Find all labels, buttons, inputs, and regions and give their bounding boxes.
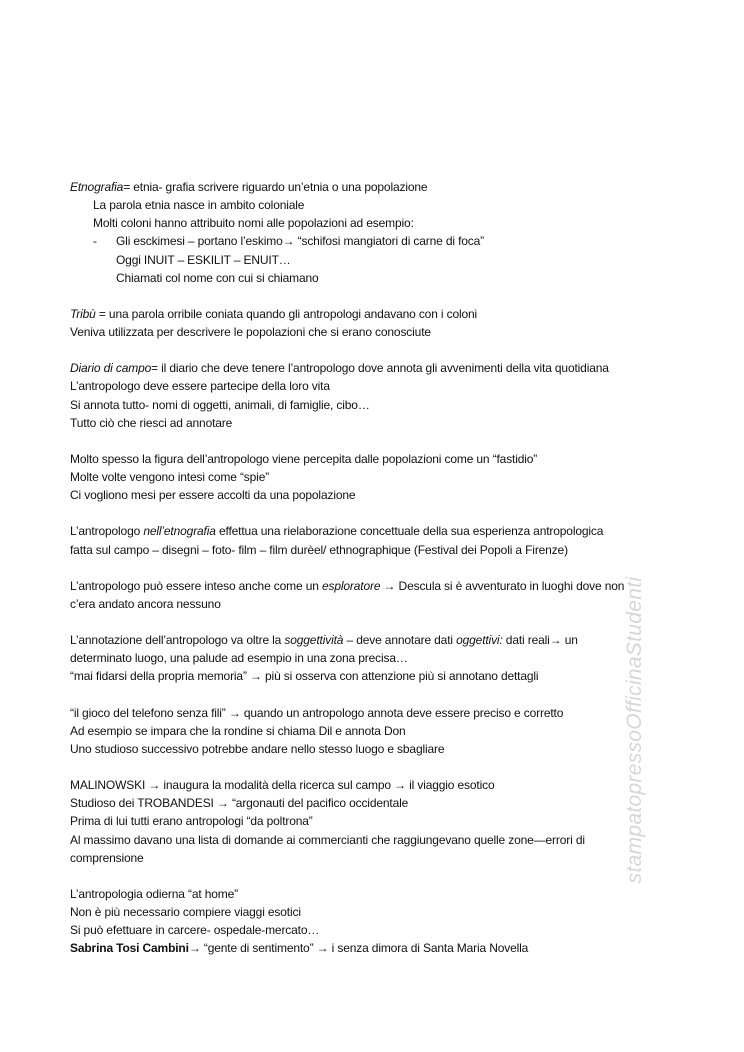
text-line bbox=[70, 849, 680, 867]
blank-line bbox=[70, 867, 680, 885]
text-segment: L’antropologo bbox=[70, 524, 144, 539]
text-line bbox=[70, 704, 680, 722]
text-line bbox=[70, 486, 680, 504]
text-segment: L’antropologo deve essere partecipe della loro vita bbox=[70, 379, 330, 394]
text-line bbox=[70, 631, 680, 649]
text-segment: Chiamati col nome con cui si chiamano bbox=[116, 270, 319, 285]
blank-line bbox=[70, 613, 680, 631]
text-segment: Molti coloni hanno attribuito nomi alle popolazioni ad esempio: bbox=[93, 216, 414, 231]
text-line bbox=[70, 667, 680, 685]
text-line bbox=[70, 232, 680, 250]
text-line bbox=[70, 468, 680, 486]
text-segment: Tutto ciò che riesci ad annotare bbox=[70, 415, 233, 430]
text-line bbox=[70, 921, 680, 939]
text-line bbox=[70, 305, 680, 323]
text-segment: Uno studioso successivo potrebbe andare nello stesso luogo e sbagliare bbox=[70, 741, 445, 756]
bullet-dash: - bbox=[93, 234, 97, 249]
text-line bbox=[70, 794, 680, 812]
text-line bbox=[70, 649, 680, 667]
text-line bbox=[70, 776, 680, 794]
text-segment: – deve annotare dati bbox=[343, 633, 457, 648]
text-segment: Oggi INUIT – ESKILIT – ENUIT… bbox=[116, 252, 291, 267]
text-line bbox=[70, 450, 680, 468]
text-line bbox=[70, 831, 680, 849]
text-line bbox=[70, 377, 680, 395]
blank-line bbox=[70, 432, 680, 450]
text-line bbox=[70, 541, 680, 559]
text-line bbox=[70, 812, 680, 830]
text-segment: Al massimo davano una lista di domande ai commercianti che raggiungevano quelle zone—errori di bbox=[70, 832, 585, 847]
watermark: stampatopressoOfficinaStudenti bbox=[623, 576, 646, 884]
text-segment: → “gente di sentimento” → i senza dimora di Santa Maria Novella bbox=[188, 941, 529, 956]
text-segment: Molto spesso la figura dell’antropologo viene percepita dalle popolazioni come un “fastidio” bbox=[70, 451, 538, 466]
text-line bbox=[70, 722, 680, 740]
text-segment: dati reali→ un bbox=[502, 633, 578, 648]
text-segment: → Descula si è avventurato in luoghi dove non bbox=[380, 578, 625, 593]
text-segment: “mai fidarsi della propria memoria” → più si osserva con attenzione più si annotano dettagli bbox=[70, 669, 539, 684]
text-line bbox=[70, 522, 680, 540]
text-line bbox=[70, 885, 680, 903]
blank-line bbox=[70, 341, 680, 359]
italic-term: Diario di campo bbox=[70, 361, 152, 376]
text-segment: “il gioco del telefono senza fili” → quando un antropologo annota deve essere preciso e corretto bbox=[70, 705, 564, 720]
italic-term: Tribù bbox=[70, 306, 96, 321]
blank-line bbox=[70, 504, 680, 522]
text-segment: determinato luogo, una palude ad esempio in una zona precisa… bbox=[70, 651, 408, 666]
text-segment: = etnia- grafia scrivere riguardo un’etnia o una popolazione bbox=[123, 180, 428, 194]
text-segment: = una parola orribile coniata quando gli antropologi andavano con i coloni bbox=[95, 306, 478, 321]
text-segment: comprensione bbox=[70, 850, 144, 865]
text-segment: Studioso dei TROBANDESI → “argonauti del pacifico occidentale bbox=[70, 796, 409, 811]
blank-line bbox=[70, 559, 680, 577]
text-segment: Molte volte vengono intesi come “spie” bbox=[70, 470, 270, 484]
text-line bbox=[70, 577, 680, 595]
text-segment: Ci vogliono mesi per essere accolti da una popolazione bbox=[70, 488, 356, 503]
italic-term: Etnografia bbox=[70, 180, 124, 194]
bold-term: Sabrina Tosi Cambini bbox=[70, 941, 189, 956]
text-segment: La parola etnia nasce in ambito coloniale bbox=[93, 198, 305, 213]
text-segment: Si può efettuare in carcere- ospedale-mercato… bbox=[70, 923, 320, 938]
text-segment: = il diario che deve tenere l’antropologo dove annota gli avvenimenti della vita quotidiana bbox=[151, 361, 609, 376]
blank-line bbox=[70, 686, 680, 704]
text-segment: Si annota tutto- nomi di oggetti, animali, di famiglie, cibo… bbox=[70, 397, 370, 412]
text-line bbox=[70, 414, 680, 432]
text-segment: Prima di lui tutti erano antropologi “da poltrona” bbox=[70, 814, 313, 829]
text-line bbox=[70, 939, 680, 957]
text-line bbox=[70, 359, 680, 377]
text-segment: L’annotazione dell’antropologo va oltre la bbox=[70, 633, 285, 648]
text-segment: fatta sul campo – disegni – foto- film – film durèel/ ethnographique (Festival dei Popoli a Firenze) bbox=[70, 542, 568, 557]
text-line bbox=[70, 323, 680, 341]
text-line bbox=[70, 178, 680, 196]
blank-line bbox=[70, 287, 680, 305]
text-segment: Ad esempio se impara che la rondine si chiama Dil e annota Don bbox=[70, 723, 406, 738]
text-segment: L’antropologo può essere inteso anche come un bbox=[70, 578, 322, 593]
text-segment: MALINOWSKI → inaugura la modalità della ricerca sul campo → il viaggio esotico bbox=[70, 778, 495, 793]
text-segment: Non è più necessario compiere viaggi esotici bbox=[70, 905, 301, 919]
text-line bbox=[70, 196, 680, 214]
italic-term: oggettivi: bbox=[456, 633, 503, 648]
blank-line bbox=[70, 758, 680, 776]
text-line bbox=[70, 903, 680, 921]
text-segment: Veniva utilizzata per descrivere le popolazioni che si erano conosciute bbox=[70, 325, 431, 339]
italic-term: soggettività bbox=[284, 633, 344, 648]
text-line bbox=[70, 214, 680, 232]
text-segment: L’antropologia odierna “at home” bbox=[70, 886, 238, 901]
text-line bbox=[70, 396, 680, 414]
text-segment: Gli esckimesi – portano l’eskimo→ “schifosi mangiatori di carne di foca” bbox=[116, 234, 485, 249]
text-line bbox=[70, 740, 680, 758]
italic-term: nell’etnografia bbox=[143, 524, 216, 539]
text-line bbox=[70, 251, 680, 269]
document-body bbox=[70, 178, 680, 957]
italic-term: esploratore bbox=[321, 578, 381, 593]
text-line bbox=[70, 595, 680, 613]
text-segment: effettua una rielaborazione concettuale della sua esperienza antropologica bbox=[215, 524, 604, 539]
text-line bbox=[70, 269, 680, 287]
text-segment: c’era andato ancora nessuno bbox=[70, 596, 221, 611]
